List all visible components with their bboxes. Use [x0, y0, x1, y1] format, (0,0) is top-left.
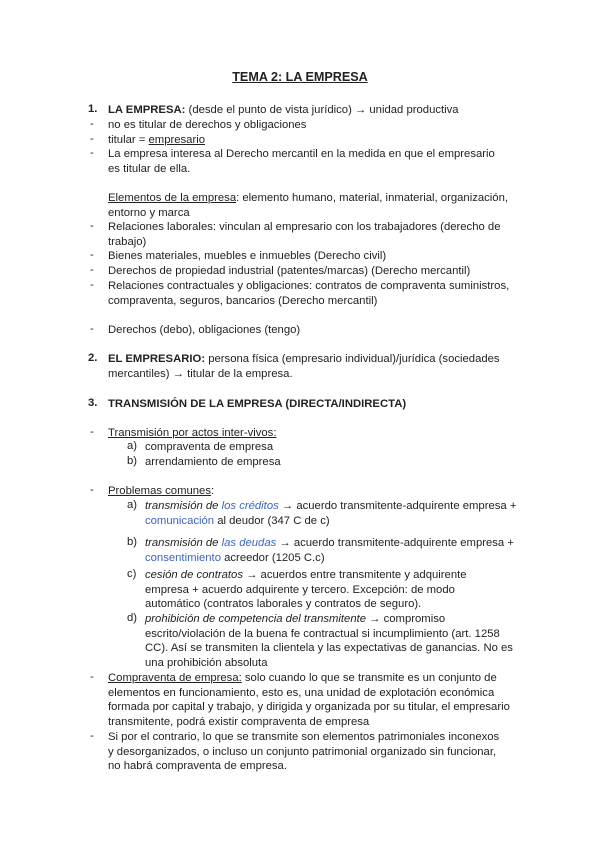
section-2-text: persona física (empresario individual)/jurídica (sociedades mercantiles) → titular de la empresa.: [108, 353, 500, 380]
transmision-label: Transmisión por actos inter-vivos:: [108, 427, 277, 439]
problemas-label: Problemas comunes: [108, 485, 211, 497]
problema-a-text-1: → acuerdo transmitente-adquirente empresa +: [278, 500, 517, 512]
elementos-label: Elementos de la empresa: [108, 192, 237, 204]
s1-bullet-3: La empresa interesa al Derecho mercantil en la medida en que el empresario es titular de ella.: [108, 148, 495, 175]
list-marker-c: c): [127, 568, 137, 580]
sin-compraventa-paragraph: Si por el contrario, lo que se transmite son elementos patrimoniales inconexos y desorganizados, o incluso un conjunto patrimonial organizado sin funcionar, no habrá compraventa de empresa.: [108, 731, 500, 773]
s1-bullet-2-prefix: titular =: [108, 134, 149, 146]
bullet-dash: -: [90, 220, 94, 232]
problema-d-text: → compromiso escrito/violación de la buena fe contractual si incumplimiento (art. 1258 CC). Así se transmiten la clientela y las expectativas de ganancias. No es una prohibición absoluta: [145, 613, 513, 669]
transmision-item-b: arrendamiento de empresa: [145, 456, 281, 468]
list-marker-a: a): [127, 440, 138, 452]
document-title: TEMA 2: LA EMPRESA: [232, 70, 368, 84]
problema-d-italic: prohibición de competencia del transmitente: [145, 613, 367, 625]
section-3-number: 3.: [88, 397, 98, 409]
elementos-item-4: Relaciones contractuales y obligaciones: contratos de compraventa suministros, compraventa, seguros, bancarios (Derecho mercantil): [108, 280, 510, 307]
problema-d: [145, 612, 519, 670]
bullet-dash: -: [90, 279, 94, 291]
problema-a-text-2: al deudor (347 C de c): [214, 514, 330, 527]
bullet-dash: -: [90, 426, 94, 438]
section-3-heading: TRANSMISIÓN DE LA EMPRESA (DIRECTA/INDIRECTA): [108, 398, 407, 410]
list-marker-a: a): [127, 499, 138, 511]
problema-b-highlight: consentimiento: [145, 551, 221, 564]
problema-b: [145, 536, 517, 565]
section-1-heading-line: [108, 103, 528, 118]
elementos-item-1: Relaciones laborales: vinculan al empresario con los trabajadores (derecho de trabajo): [108, 221, 501, 248]
problema-a-italic-1: transmisión de: [145, 500, 222, 512]
transmision-item-a: compraventa de empresa: [145, 441, 274, 453]
bullet-dash: -: [90, 730, 94, 742]
section-1-heading: LA EMPRESA:: [108, 104, 186, 116]
bullet-dash: -: [90, 671, 94, 683]
problema-c-italic: cesión de contratos: [145, 569, 243, 581]
s1-bullet-2: [108, 133, 518, 148]
problema-b-text-2: acreedor (1205 C.c): [220, 551, 325, 564]
elementos-item-3: Derechos de propiedad industrial (patentes/marcas) (Derecho mercantil): [108, 265, 471, 277]
section-2-number: 2.: [88, 352, 98, 364]
elementos-paragraph: [108, 191, 508, 220]
section-1-intro: (desde el punto de vista jurídico) → unidad productiva: [185, 104, 459, 116]
problema-a-highlight: comunicación: [145, 514, 215, 527]
s1-bullet-1: no es titular de derechos y obligaciones: [108, 119, 307, 131]
bullet-dash: -: [90, 118, 94, 130]
section-1-number: 1.: [88, 103, 98, 115]
compraventa-label: Compraventa de empresa:: [108, 672, 242, 684]
bullet-dash: -: [90, 147, 94, 159]
problema-b-italic-1: transmisión de: [145, 537, 222, 549]
bullet-dash: -: [90, 264, 94, 276]
problemas-label-line: [108, 484, 408, 499]
bullet-dash: -: [90, 323, 94, 335]
list-marker-b: b): [127, 536, 138, 548]
elementos-item-2: Bienes materiales, muebles e inmuebles (Derecho civil): [108, 250, 387, 262]
elementos-text: : elemento humano, material, inmaterial, organización, entorno y marca: [108, 192, 509, 219]
problema-a: [145, 499, 517, 528]
list-marker-d: d): [127, 612, 138, 624]
bullet-dash: -: [90, 249, 94, 261]
problema-b-italic-2: las deudas: [221, 537, 277, 549]
problemas-colon: :: [210, 485, 215, 497]
compraventa-text: solo cuando lo que se transmite es un conjunto de elementos en funcionamiento, esto es, una unidad de explotación económica formada por capital y trabajo, y dirigida y organizada por su titular, el empresario transmitente, podrá existir compraventa de empresa: [108, 672, 510, 728]
problema-c-text: → acuerdos entre transmitente y adquirente empresa + acuerdo adquirente y tercero. Excepción: de modo automático (contratos laborales y contratos de seguro).: [145, 569, 467, 611]
elementos-item-5: Derechos (debo), obligaciones (tengo): [108, 324, 301, 336]
bullet-dash: -: [90, 484, 94, 496]
problema-a-italic-2: los créditos: [221, 500, 279, 512]
section-2-paragraph: [108, 352, 508, 381]
problema-b-text-1: → acuerdo transmitente-adquirente empresa +: [276, 537, 514, 549]
compraventa-paragraph: [108, 671, 510, 729]
s1-bullet-2-underlined: empresario: [148, 134, 206, 146]
section-2-heading: EL EMPRESARIO:: [108, 353, 206, 365]
list-marker-b: b): [127, 455, 138, 467]
bullet-dash: -: [90, 133, 94, 145]
problema-c: [145, 568, 509, 612]
